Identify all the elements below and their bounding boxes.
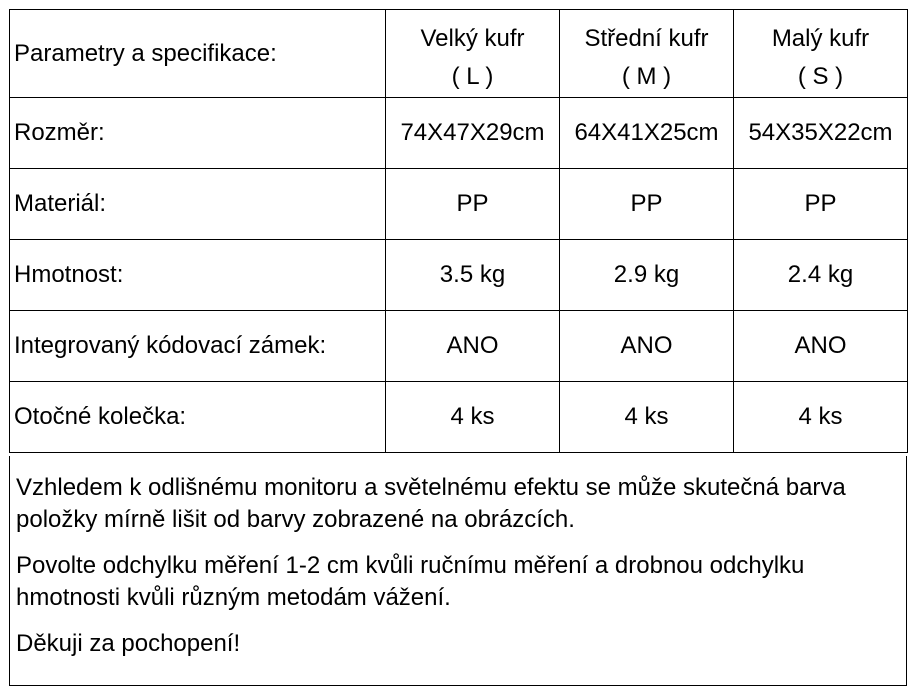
cell-value: 3.5 kg: [386, 240, 560, 311]
cell-value: 2.9 kg: [560, 240, 734, 311]
table-row-dimensions: [10, 98, 908, 169]
cell-value: ANO: [734, 311, 908, 382]
table-row-weight: [10, 240, 908, 311]
cell-value: 4 ks: [386, 382, 560, 453]
notes-box: [9, 456, 907, 686]
row-label: Hmotnost:: [10, 240, 386, 311]
note-measurement-tolerance: Povolte odchylku měření 1-2 cm kvůli ručnímu měření a drobnou odchylku hmotnosti kvůli různým metodám vážení.: [16, 552, 805, 611]
cell-value: PP: [386, 169, 560, 240]
parameter-header: Parametry a specifikace:: [10, 10, 386, 98]
row-label: Rozměr:: [10, 98, 386, 169]
cell-value: 54X35X22cm: [734, 98, 908, 169]
header-row: [10, 10, 908, 98]
cell-value: 4 ks: [734, 382, 908, 453]
column-size: ( M ): [621, 62, 672, 90]
column-size: ( L ): [451, 62, 494, 90]
note-color-disclaimer: Vzhledem k odlišnému monitoru a světelnému efektu se může skutečná barva položky mírně lišit od barvy zobrazené na obrázcích.: [16, 474, 846, 533]
cell-value: 4 ks: [560, 382, 734, 453]
cell-value: 64X41X25cm: [560, 98, 734, 169]
cell-value: 74X47X29cm: [386, 98, 560, 169]
cell-value: PP: [734, 169, 908, 240]
column-name: Malý kufr: [771, 24, 870, 52]
cell-value: ANO: [560, 311, 734, 382]
table-row-wheels: [10, 382, 908, 453]
column-name: Střední kufr: [584, 24, 709, 52]
column-size: ( S ): [797, 62, 844, 90]
column-header-medium: [560, 10, 734, 98]
column-header-large: [386, 10, 560, 98]
spec-table: [9, 9, 908, 453]
row-label: Integrovaný kódovací zámek:: [10, 311, 386, 382]
cell-value: ANO: [386, 311, 560, 382]
cell-value: 2.4 kg: [734, 240, 908, 311]
column-name: Velký kufr: [420, 24, 525, 52]
row-label: Materiál:: [10, 169, 386, 240]
row-label: Otočné kolečka:: [10, 382, 386, 453]
table-row-lock: [10, 311, 908, 382]
table-row-material: [10, 169, 908, 240]
column-header-small: [734, 10, 908, 98]
cell-value: PP: [560, 169, 734, 240]
note-thanks: Děkuji za pochopení!: [16, 630, 241, 657]
